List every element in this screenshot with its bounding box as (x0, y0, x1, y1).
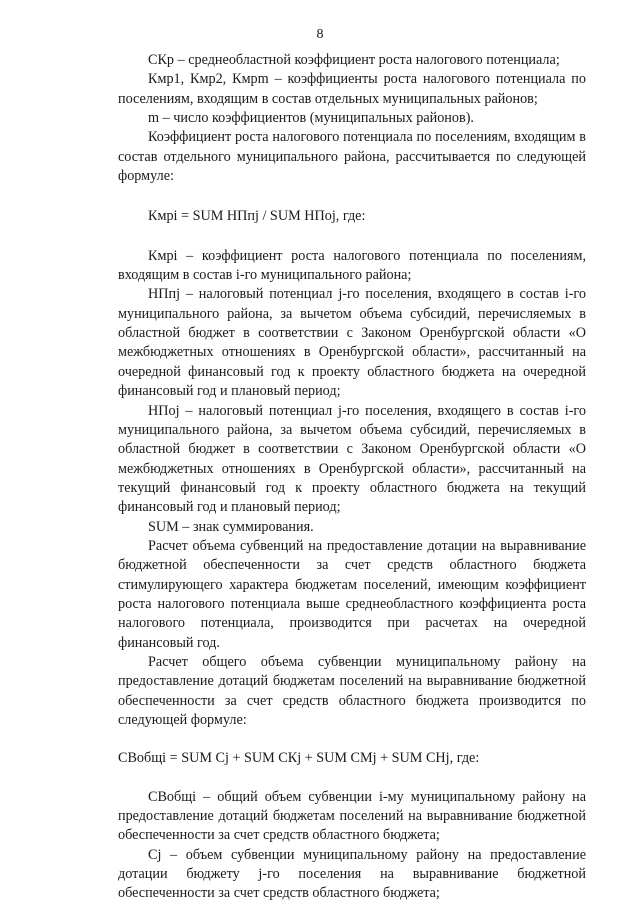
formula-svobsh: СВобщi = SUM Сj + SUM СКj + SUM СМj + SUM СНj, где: (118, 750, 480, 767)
page-number: 8 (316, 27, 324, 42)
paragraph-subvention-calc: Расчет объема субвенций на предоставление дотации на выравнивание бюджетной обеспеченности за счет средств областного бюджета стимулирующего характера бюджетам поселений, имеющим коэффициент роста налогового потенциала выше среднеобластного коэффициента роста налогового потенциала, производится при расчетах на очередной финансовый год. (118, 537, 586, 651)
definition-cj: Сj – объем субвенции муниципальному району на предоставление дотации бюджету j-го поселения на выравнивание бюджетной обеспеченности за счет средств областного бюджета; (118, 846, 586, 902)
document-body (118, 51, 586, 904)
definition-m: m – число коэффициентов (муниципальных районов). (148, 110, 474, 127)
definition-svobsh: СВобщi – общий объем субвенции i-му муниципальному району на предоставление дотаций бюджетам поселений на выравнивание бюджетной обеспеченности за счет средств областного бюджета; (118, 788, 586, 844)
paragraph-kmr-intro: Коэффициент роста налогового потенциала по поселениям, входящим в состав отдельного муниципального района, рассчитывается по следующей формуле: (118, 129, 586, 185)
definition-kmr: Кмр1, Кмр2, Кмрm – коэффициенты роста налогового потенциала по поселениям, входящим в состав отдельных муниципальных районов; (118, 71, 586, 107)
definition-sum: SUM – знак суммирования. (148, 518, 314, 535)
formula-kmri: Кмрi = SUM НПпj / SUM НПоj, где: (148, 208, 366, 225)
paragraph-total-subvention-intro: Расчет общего объема субвенции муниципальному району на предоставление дотаций бюджетам поселений на выравнивание бюджетной обеспеченности за счет средств областного бюджета производится по следующей формуле: (118, 653, 586, 728)
definition-npp: НПпj – налоговый потенциал j-го поселения, входящего в состав i-го муниципального района, за вычетом объема субсидий, перечисляемых в областной бюджет в соответствии с Законом Оренбургской области «О межбюджетных отношениях в Оренбургской области», рассчитанный на очередной финансовый год к проекту областного бюджета на очередной финансовый год и плановый период; (118, 286, 586, 400)
definition-npo: НПоj – налоговый потенциал j-го поселения, входящего в состав i-го муниципального района, за вычетом объема субсидий, перечисляемых в областной бюджет в соответствии с Законом Оренбургской области «О межбюджетных отношениях в Оренбургской области», рассчитанный на текущий финансовый год к проекту областного бюджета на текущий финансовый год и плановый период; (118, 402, 586, 516)
definition-skr: СКр – среднеобластной коэффициент роста налогового потенциала; (148, 52, 560, 68)
definition-kmri: Кмрi – коэффициент роста налогового потенциала по поселениям, входящим в состав i-го муниципального района; (118, 247, 586, 284)
